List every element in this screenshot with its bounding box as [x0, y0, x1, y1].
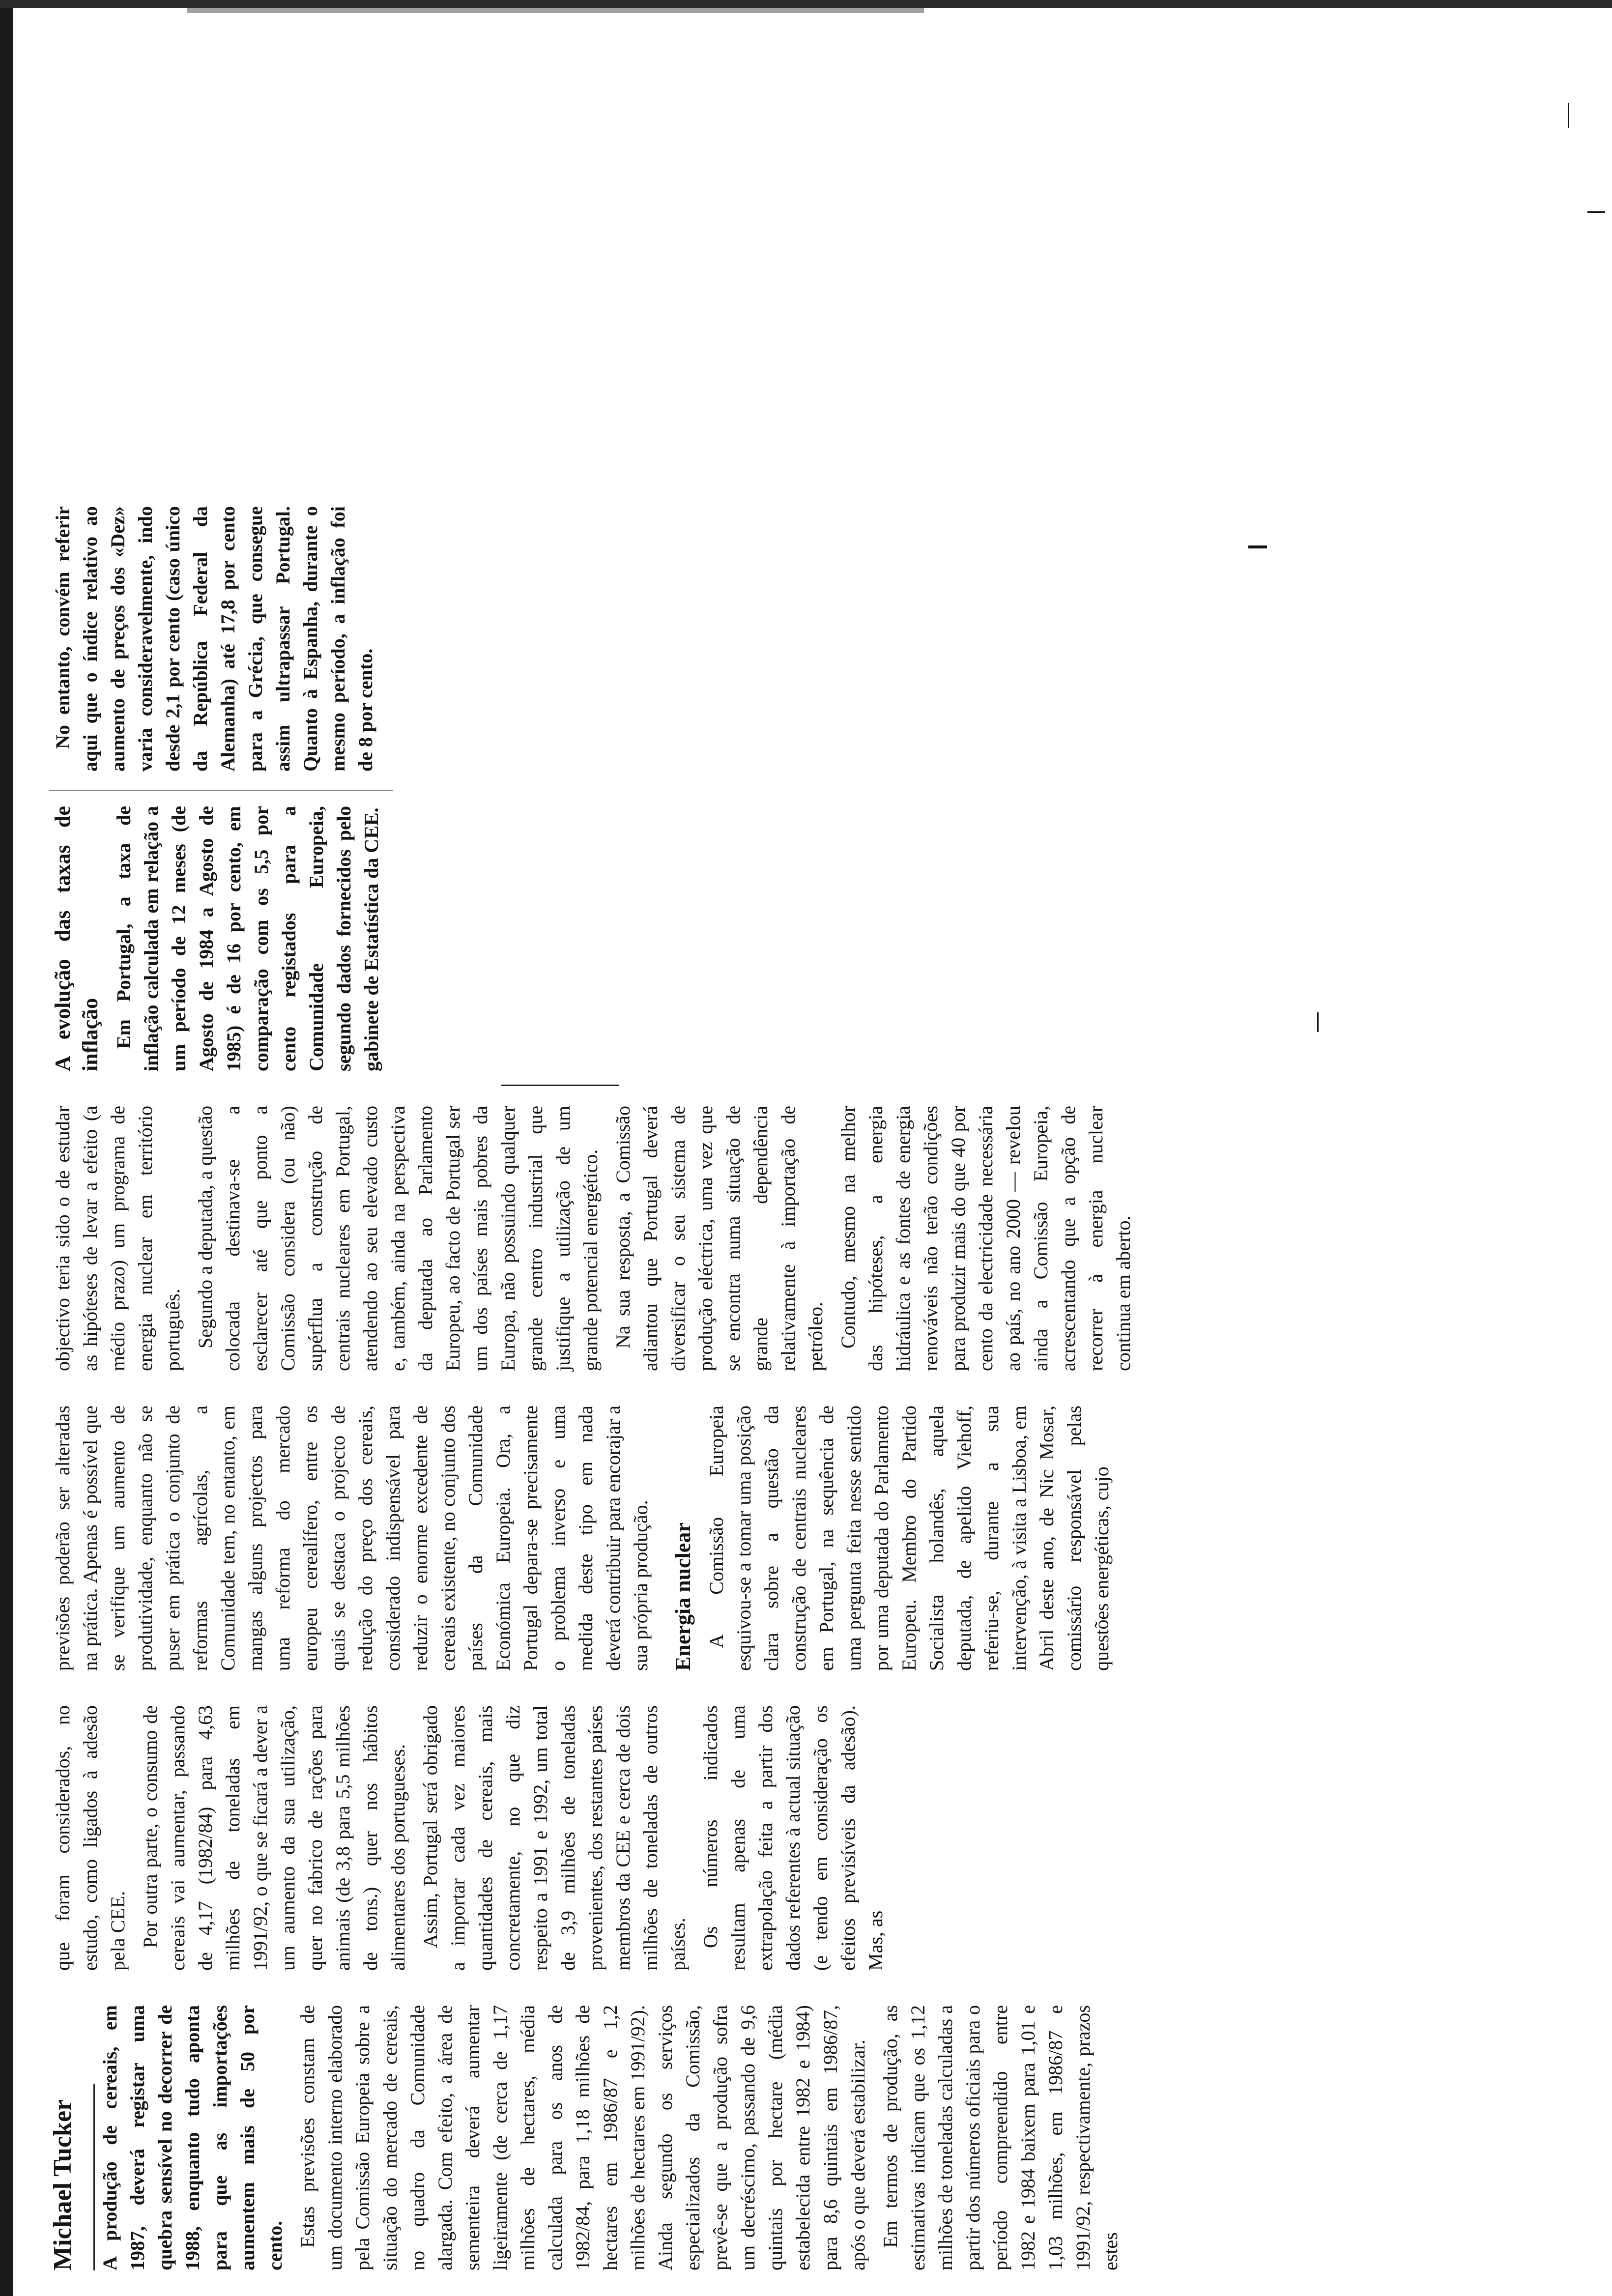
- paragraph: Em Portugal, a taxa de inflação calculada em relação a um período de 12 meses (de Agosto de 1984 a Agosto de 1985) é de 16 por cento, em comparação com os 5,5 por cento registados para a Comunidade Europeia, segundo dados fornecidos pelo gabinete de Estatística da CEE.: [113, 806, 382, 1071]
- scan-edge-left: [0, 0, 13, 2296]
- paragraph: Estas previsões constam de um documento interno elaborado pela Comissão Europeia sobre a situação do mercado de cereais, no quadro da Comunidade alargada. Com efeito, a área de sementeira deverá aumentar ligeiramente (de cerca de 1,17 milhões de hectares, média calculada para os anos de 1982/84, para 1,18 milhões de hectares em 1986/87 e 1,2 milhões de hectares em 1991/92). Ainda segundo os serviços especializados da Comissão, prevê-se que a produção sofra um decréscimo, passando de 9,6 quintais por hectare (média estabelecida entre 1982 e 1984) para 8,6 quintais em 1986/87, após o que deverá estabilizar.: [296, 2005, 869, 2270]
- byline: Michael Tucker: [49, 2099, 77, 2270]
- section-heading-inflation: A evolução das taxas de inflação: [51, 806, 102, 1071]
- scan-edge-top-smudge: [187, 8, 924, 13]
- scan-edge-top: [0, 0, 1612, 8]
- newspaper-page: [20, 25, 1583, 2285]
- paragraph: previsões poderão ser alteradas na prática. Apenas é possível que se verifique um aumento de produtividade, enquanto não se puser em prática o conjunto de reformas agrícolas, a Comunidade tem, no entanto, em mangas alguns projectos para uma reforma do mercado europeu cerealífero, entre os quais se destaca o projecto de redução do preço dos cereais, considerado indispensável para reduzir o enorme excedente de cereais existente, no conjunto dos países da Comunidade Económica Europeia. Ora, a Portugal depara-se precisamente o problema inverso e uma medida deste tipo em nada deverá contribuir para encorajar a sua própria produção.: [52, 1406, 652, 1671]
- paragraph: No entanto, convém referir aqui que o índice relativo ao aumento de preços dos «Dez» varia consideravelmente, indo desde 2,1 por cento (caso único da República Federal da Alemanha) até 17,8 por cento para a Grécia, que consegue assim ultrapassar Portugal. Quanto à Espanha, durante o mesmo período, a inflação foi de 8 por cento.: [52, 506, 376, 772]
- paragraph: objectivo teria sido o de estudar as hipóteses de levar a efeito (a médio prazo) um programa de energia nuclear em território português.: [52, 1106, 184, 1371]
- column-2: [49, 1705, 894, 1971]
- paragraph: que foram considerados, no estudo, como ligados à adesão pela CEE.: [52, 1705, 129, 1971]
- column-rule: [501, 1085, 619, 1086]
- paragraph: Contudo, mesmo na melhor das hipóteses, a energia hidráulica e as fontes de energia renováveis não terão condições para produzir mais do que 40 por cento da electricidade necessária ao país, no ano 2000 — revelou ainda a Comissão Europeia, acrescentando que a opção de recorrer à energia nuclear continua em aberto.: [837, 1106, 1134, 1371]
- paragraph: Por outra parte, o consumo de cereais vai aumentar, passando de 4,17 (1982/84) para 4,63 milhões de toneladas em 1991/92, o que se ficará a dever a um aumento da sua utilização, quer no fabrico de rações para animais (de 3,8 para 5,5 milhões de tons.) quer nos hábitos alimentares dos portugueses.: [139, 1705, 409, 1971]
- column-1: [49, 2005, 1129, 2270]
- column-6: [49, 506, 384, 772]
- scan-mark: [1587, 211, 1605, 213]
- column-5: [49, 806, 390, 1071]
- column-rule: [49, 790, 393, 791]
- column-3: [49, 1406, 1121, 1671]
- paragraph: Os números indicados resultam apenas de uma extrapolação feita a partir dos dados referentes à actual situação (e tendo em consideração os efeitos previsíveis da adesão). Mas, as: [699, 1705, 887, 1971]
- paragraph: Em termos de produção, as estimativas indicam que os 1,12 milhões de toneladas calculadas a partir dos números oficiais para o período compreendido entre 1982 e 1984 baixem para 1,01 e 1,03 milhões, em 1986/87 e 1991/92, respectivamente, prazos estes: [879, 2005, 1122, 2270]
- paragraph: Segundo a deputada, a questão colocada destinava-se a esclarecer até que ponto a Comissão considera (ou não) supérflua a construção de centrais nucleares em Portugal, atendendo ao seu elevado custo e, também, ainda na perspectiva da deputada ao Parlamento Europeu, ao facto de Portugal ser um dos países mais pobres da Europa, não possuindo qualquer grande centro industrial que justifique a utilização de um grande potencial energético.: [194, 1106, 602, 1371]
- paragraph: A Comissão Europeia esquivou-se a tomar uma posição clara sobre a questão da construção de centrais nucleares em Portugal, na sequência de uma pergunta feita nesse sentido por uma deputada do Parlamento Europeu. Membro do Partido Socialista holandês, aquela deputada, de apelido Viehoff, referiu-se, durante a sua intervenção, à visita a Lisboa, em Abril deste ano, de Nic Mosar, comissário responsável pelas questões energéticas, cujo: [705, 1406, 1113, 1671]
- lead-paragraph: A produção de cereais, em 1987, deverá registar uma quebra sensível no decorrer de 1988, enquanto tudo aponta para que as importações aumentem mais de 50 por cento.: [99, 2005, 286, 2270]
- column-4: [49, 1106, 1142, 1371]
- section-heading-nuclear: Energia nuclear: [671, 1522, 695, 1671]
- paragraph: Assim, Portugal será obrigado a importar cada vez maiores quantidades de cereais, mais concretamente, no que diz respeito a 1991 e 1992, um total de 3,9 milhões de toneladas provenientes, dos restantes países membros da CEE e cerca de dois milhões de toneladas de outros países.: [419, 1705, 689, 1971]
- paragraph: Na sua resposta, a Comissão adiantou que Portugal deverá diversificar o seu sistema de produção eléctrica, uma vez que se encontra numa situação de grande dependência relativamente à importação de petróleo.: [612, 1106, 827, 1371]
